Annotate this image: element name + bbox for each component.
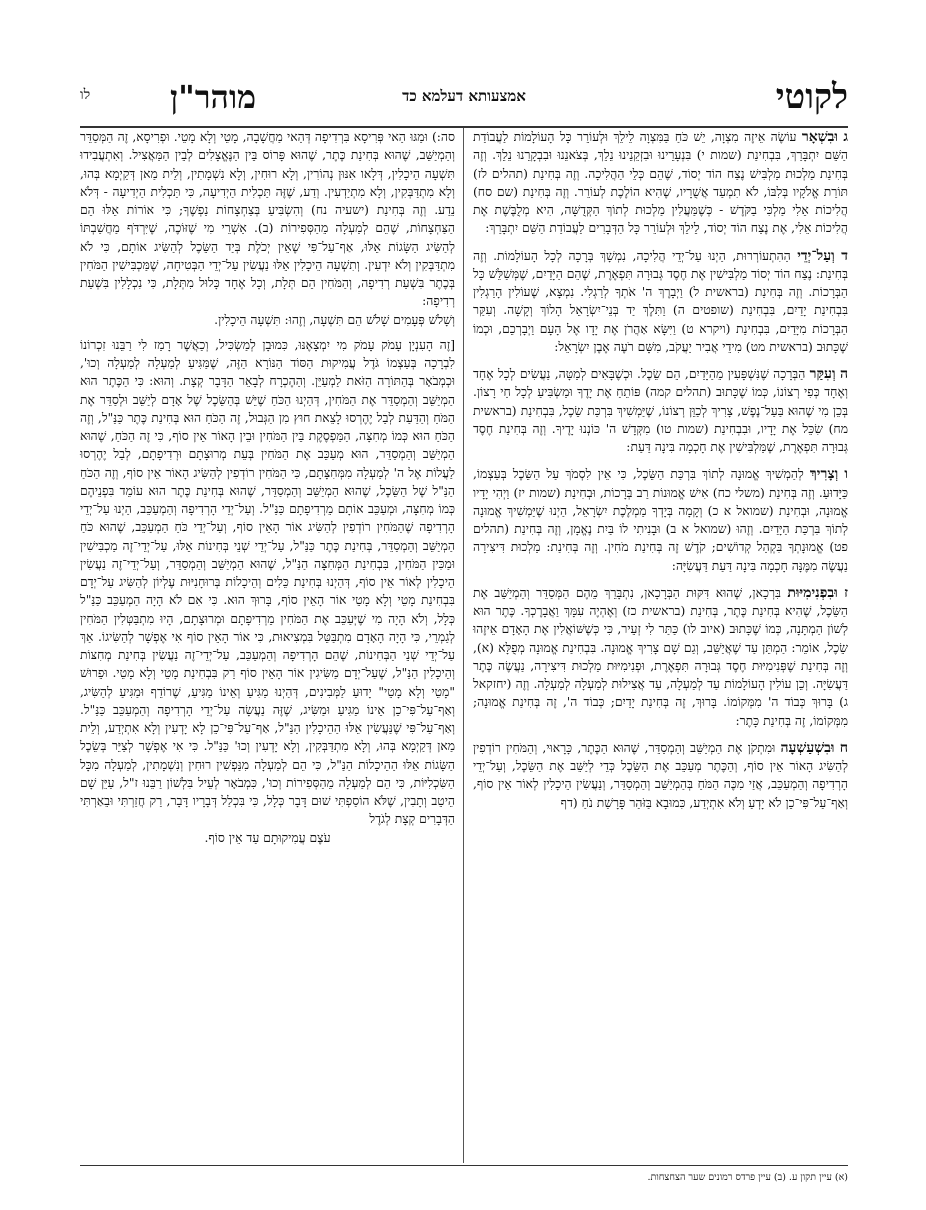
continued-paragraph: סה:) וּמַגּוּ הַאי פְּרִיסָא בִּרְדִיפָה דְּהַאי מַחֲשָׁבָה, מָטֵי וְלָא מָטֵי. וּפְרִיסָא, זֶה הַמְּסַדֵּר וְהַמְיַשֵּׁב, שֶׁהוּא בְּחִינַת כֶּתֶר, שֶׁהוּא פָּרוֹס בֵּין הַנֶּאֱצָלִים לְבֵין הַמַּאֲצִיל. וְאִתְעֲבִידוּ תִּשְׁעָה הֵיכָלִין, דְּלָאו אִנּוּן נְהוֹרִין, וְלָא רוּחִין, וְלָא נִשְׁמָתִין, וְלֵית מַאן דְּקַיְמָא בְּהוּ, וְלָא מִתְדַּבְּקִין, וְלָא מִתְיַדְעִין. וְדַע, שֶׁזֶּה תַּכְלִית הַיְדִיעָה, כִּי תַּכְלִית הַיְדִיעָה - דְּלֹא נֵדַע. וְזֶה בְּחִינַת (ישעיה נח) וְהִשְׂבִּיעַ בְּצַחְצָחוֹת נַפְשֶׁךָ; כִּי אוֹרוֹת אֵלּוּ הֵם הַצַּחְצָחוֹת, שֶׁהֵם לְמַעְלָה מֵהַסְּפִירוֹת (ב). אַשְׁרֵי מִי שֶׁזּוֹכֶה, שֶׁיִּרְדֹּף מַחֲשַׁבְתּוֹ לְהַשִּׂיג הַשָּׂגוֹת אֵלּוּ, אַף־עַל־פִּי שֶׁאֵין יְכֹלֶת בְּיַד הַשֵּׂכֶל לְהַשִּׂיג אוֹתָם, כִּי לֹא מִתְדַּבְּקִין וְלֹא יִדְעִין. וְתִשְׁעָה הֵיכָלִין אֵלּוּ נַעֲשִׂין עַל־יְדֵי הַבְּטִיחָה, שֶׁמַּכְבִּישִׁין הַמֹּחִין בְּכֶתֶר בִּשְׁעַת רְדִיפָה, וְהַמֹּחִין הֵם תְּלָת, וְכָל אֶחָד כָּלוּל מִתְּלָת, כִּי נִכְלָלִין בִּשְׁעַת רְדִיפָה: xyxy=(80,130,455,309)
lead-word: וְצָרִיךְ xyxy=(809,466,839,483)
section-number: ג xyxy=(843,129,848,145)
section-number: ד xyxy=(841,247,848,264)
section-number: ו xyxy=(844,466,848,483)
paragraph-7 xyxy=(473,584,848,730)
section-number: ה xyxy=(839,366,848,382)
footnote-rule xyxy=(80,1165,848,1166)
lead-word: וְעִקַּר xyxy=(809,366,836,382)
running-header xyxy=(80,75,848,125)
book-title: לקוטי xyxy=(775,77,848,117)
section-number: ז xyxy=(844,584,849,601)
paragraph-text: הַהִתְעוֹרְרוּת, הַיְנוּ עַל־יְדֵי הֲלִיכָה, נִמְשָׁךְ בְּרָכָה לְכָל הָעוֹלָמוֹת. וְזֶה בְּחִינַת: נֶצַח הוֹד יְסוֹד מַלְבִּישִׁין אֶת חֶסֶד גְּבוּרָה תִּפְאֶרֶת, שֶׁהֵם הַיָּדַיִם, שֶׁמְּשַׁלֵּשׁ כָּל הַבְּרָכוֹת. וְזֶה בְּחִינַת (בראשית ל) וַיְבָרֶךְ ה' אֹתְךָ לְרַגְלִי. נִמְצָא, שֶׁעוֹלִין הָרַגְלִין בִּבְחִינַת יָדַיִם, בִּבְחִינַת (שופטים ה) וַתִּלֶךְ יַד בְּנֵי־יִשְׂרָאֵל הָלוֹךְ וְקָשָׁה. וְעִקַּר הַבְּרָכוֹת מִיָּדַיִם, בִּבְחִינַת (ויקרא ט) וַיִּשָּׂא אַהֲרֹן אֶת יָדָו אֶל הָעָם וַיְבָרְכֵם, וּכְמוֹ שֶׁכָּתוּב (בראשית מט) מִידֵי אֲבִיר יַעֲקֹב, מִשָּׁם רֹעֶה אֶבֶן יִשְׂרָאֵל: xyxy=(473,248,848,354)
lead-word: וּבִשְׁעַשְׁעָה xyxy=(780,739,835,756)
right-column xyxy=(473,128,848,821)
paragraph-8 xyxy=(473,739,848,812)
footnotes: (א) עיין תקון ע. (ב) עיין פרדס רמונים שער הצחצחות. xyxy=(647,1172,848,1183)
section-number: ח xyxy=(839,739,848,756)
left-column xyxy=(80,128,455,847)
lead-word: וּבִשְׁאָר xyxy=(801,129,838,145)
paragraph-text: בִּרְכָאן, שֶׁהוּא דִּקּוּת הַבְּרָכָאן, נִתְבָּרֵךְ מֵהֶם הַמְּסַדֵּר וְהַמְיַשֵּׁב אֶת הַשֵּׂכֶל, שֶׁהִיא בְּחִינַת כֶּתֶר, בְּחִינַת (בראשית כז) וְאֶהְיֶה עִמָּךְ וַאֲבָרֶכְךָ. כֶּתֶר הוּא לְשׁוֹן הַמְתָּנָה, כְּמוֹ שֶׁכָּתוּב (איוב לו) כַּתַּר לִי זְעֵיר, כִּי כְּשֶׁשּׁוֹאֲלִין אֶת הָאָדָם אֵיזֶהוּ שֵׂכֶל, אוֹמֵר: הַמְתֵּן עַד שֶׁאֲיַשֵּׁב, וְגַם שָׁם צָרִיךְ אֱמוּנָה. בִּבְחִינַת אֱמוּנָה מְפֻלָּא (א), וְזֶה בְּחִינַת שֶׁפְּנִימִיּוּת חֶסֶד גְּבוּרָה תִּפְאֶרֶת, וּפְנִימִיּוּת מַלְכוּת דִּיצִירָה, נַעֲשֶׂה כֶּתֶר דַּעֲשִׂיָּה. וְכֵן עוֹלִין הָעוֹלָמוֹת עַד לְמַעְלָה, עַד אֲצִילוּת לְמַעְלָה לְמַעְלָה. וְזֶה (יחזקאל ג) בָּרוּךְ כְּבוֹד ה' מִמְּקוֹמוֹ. בָּרוּךְ, זֶה בְּחִינַת יָדַיִם; כְּבוֹד ה', זֶה בְּחִינַת אֱמוּנָה; מִמְּקוֹמוֹ, זֶה בְּחִינַת כָּתֶר: xyxy=(473,585,848,728)
lead-word: וּבִפְנִימִיּוּת xyxy=(787,584,838,601)
lead-word: וְעַל־יְדֵי xyxy=(797,247,835,264)
paragraph-5 xyxy=(473,365,848,456)
commentary-closing: עֹצֶם עֲמִיקוּתָם עַד אֵין סוֹף. xyxy=(204,830,331,845)
paragraph-text: הַבְּרָכָה שֶׁנִּשְׁפָּעִין מֵהַיָּדַיִם, הֵם שֵׂכֶל. וּכְשֶׁבָּאִים לְמַטָּה, נַעֲשִׂים לְכָל אֶחָד וְאֶחָד כְּפִי רְצוֹנוֹ, כְּמוֹ שֶׁכָּתוּב (תהלים קמה) פּוֹתֵחַ אֶת יָדֶךָ וּמַשְׂבִּיעַ לְכָל חַי רָצוֹן. בְּכֵן מִי שֶׁהוּא בַּעַל־נֶפֶשׁ, צָרִיךְ לְכַוֵּן רְצוֹנוֹ, שֶׁיַּמְשִׁיךְ בִּרְכַּת שֵׂכֶל, בִּבְחִינַת (בראשית מח) שִׂכֵּל אֶת יָדָיו, וּבִבְחִינַת (שמות טו) מִקְּדָשׁ ה' כּוֹנְנוּ יָדֶיךָ. וְזֶה בְּחִינַת חֶסֶד גְּבוּרָה תִּפְאֶרֶת, שֶׁמַּלְבִּישִׁין אֶת חָכְמָה בִּינָה דַּעַת: xyxy=(473,367,848,454)
column-rule xyxy=(463,128,464,1163)
nine-halls-line: וְשָׁלֹשׁ פְּעָמִים שָׁלֹשׁ הֵם תִּשְׁעָה, וְזֶהוּ: תִּשְׁעָה הֵיכָלִין. xyxy=(214,312,455,327)
paragraph-text: לְהַמְשִׁיךְ אֱמוּנָה לְתוֹךְ בִּרְכַּת הַשֵּׂכֶל, כִּי אֵין לִסְמֹךְ עַל הַשֵּׂכֶל בְּעַצְמוֹ, כַּיָּדוּעַ. וְזֶה בְּחִינַת (משלי כח) אִישׁ אֱמוּנוֹת רַב בְּרָכוֹת, וּבְחִינַת (שמות יז) וַיְהִי יָדָיו אֱמוּנָה, וּבְחִינַת (שמואל א כ) וְקָמָה בְּיָדְךָ מַמְלֶכֶת יִשְׂרָאֵל, הַיְנוּ שֶׁיַּמְשִׁיךְ אֱמוּנָה לְתוֹךְ בִּרְכַּת הַיָּדַיִם. וְזֶהוּ (שמואל א ב) וּבָנִיתִי לוֹ בַּיִת נֶאֱמָן, וְזֶה בְּחִינַת (תהלים פט) אֱמוּנָתְךָ בִּקְהַל קְדוֹשִׁים; קֹדֶשׁ זֶה בְּחִינַת מֹחִין. וְזֶה בְּחִינַת: מַלְכוּת דִּיצִירָה נַעֲשֶׂה מִמֶּנָּה חָכְמָה בִּינָה דַּעַת דַּעֲשִׂיָּה: xyxy=(473,467,848,573)
paragraph-3 xyxy=(473,128,848,238)
page-number: לו xyxy=(80,87,91,103)
paragraph-text: עוֹשֶׂה אֵיזֶה מִצְוָה, יֵשׁ כֹּחַ בַּמִּצְוָה לֵילֵךְ וּלְעוֹרֵר כָּל הָעוֹלָמוֹת לַעֲבוֹדַת הַשֵּׁם יִתְבָּרַךְ, בִּבְחִינַת (שמות י) בִּנְעָרֵינוּ וּבִזְקֵנֵינוּ נֵלֵךְ, בְּצֹאנֵנוּ וּבִבְקָרֵנוּ נֵלֵךְ. וְזֶה בְּחִינַת מַלְכוּת מַלְבִּישׁ נֶצַח הוֹד יְסוֹד, שֶׁהֵם כְּלֵי הַהֲלִיכָה. וְזֶה בְּחִינַת (תהלים לז) תּוֹרַת אֱלֹקָיו בְּלִבּוֹ, לֹא תִמְעַד אֲשֻׁרָיו, שֶׁהִיא הוֹלֶכֶת לְעוֹרֵר. וְזֶה בְּחִינַת (שם סח) הֲלִיכוֹת אֵלִי מַלְכִּי בַקֹּדֶשׁ - כְּשֶׁמַּעֲלִין מַלְכוּת לְתוֹךְ הַקְּדֻשָּׁה, הִיא מְלֻבֶּשֶׁת אֶת הֲלִיכוֹת אֵלִי, אֶת נֶצַח הוֹד יְסוֹד, לֵילֵךְ וּלְעוֹרֵר כָּל הַדְּבָרִים לַעֲבוֹדַת הַשֵּׁם יִתְבָּרַךְ: xyxy=(473,130,848,236)
book-title-author: מוהר"ן xyxy=(170,78,257,116)
paragraph-4 xyxy=(473,247,848,357)
paragraph-6 xyxy=(473,465,848,575)
bracketed-commentary: [זֶה הָעִנְיָן עָמֹק עָמֹק מִי יִמְצָאֶנּוּ, כִּמוּבָן לְמַשְׂכִּיל, וְכַאֲשֶׁר רָמַז לִי רַבֵּנוּ זִכְרוֹנוֹ לִבְרָכָה בְּעַצְמוֹ גֹּדֶל עֲמִיקוּת הַסּוֹד הַנּוֹרָא הַזֶּה, שֶׁמַּגִּיעַ לְמַעְלָה לְמַעְלָה וְכוּ', וּכְמְבֹאָר בְּהַתּוֹרָה הַזֹּאת לַמְעַיֵּן. וְהַהֶכְרָח לְבָאֵר הַדָּבָר קְצָת. וְהוּא: כִּי הַכֶּתֶר הוּא הַמְיַשֵּׁב וְהַמְסַדֵּר אֶת הַמֹּחִין, דְּהַיְנוּ הַכֹּחַ שֶׁיֵּשׁ בְּהַשֵּׂכֶל שֶׁל אָדָם לְיַשֵּׁב וּלְסַדֵּר אֶת הַמֹּחַ וְהַדַּעַת לְבַל יֶהֶרְסוּ לָצֵאת חוּץ מִן הַגְּבוּל, זֶה הַכֹּחַ הוּא בְּחִינַת כֶּתֶר כַּנַּ"ל, וְזֶה הַכֹּחַ הוּא כְּמוֹ מְחִצָּה, הַמַּפְסֶקֶת בֵּין הַמֹּחִין וּבֵין הָאוֹר אֵין סוֹף, כִּי זֶה הַכֹּחַ, שֶׁהוּא הַמְיַשֵּׁב וְהַמְסַדֵּר, הוּא מְעַכֵּב אֶת הַמֹּחִין בְּעֵת מְרוּצָתָם וּרְדִיפָתָם, לְבַל יֶהֶרְסוּ לַעֲלוֹת אֶל ה' לְמַעְלָה מִמְּחִצָּתָם, כִּי הַמֹּחִין רוֹדְפִין לְהַשִּׂיג הָאוֹר אֵין סוֹף, וְזֶה הַכֹּחַ הַנַּ"ל שֶׁל הַשֵּׂכֶל, שֶׁהוּא הַמְיַשֵּׁב וְהַמְסַדֵּר, שֶׁהוּא בְּחִינַת כֶּתֶר הוּא עוֹמֵד בִּפְנֵיהֶם כְּמוֹ מְחִצָּה, וּמְעַכֵּב אוֹתָם מֵרְדִיפָתָם כַּנַּ"ל. וְעַל־יְדֵי הָרְדִיפָה וְהַמְעַכֵּב, הַיְנוּ עַל־יְדֵי הָרְדִיפָה שֶׁהַמֹּחִין רוֹדְפִין לְהַשִּׂיג אוֹר הָאֵין סוֹף, וְעַל־יְדֵי כֹּחַ הַמְעַכֵּב, שֶׁהוּא כֹּחַ הַמְיַשֵּׁב וְהַמְסַדֵּר, בְּחִינַת כֶּתֶר כַּנַּ"ל, עַל־יְדֵי שְׁנֵי בְּחִינוֹת אֵלּוּ, עַל־יְדֵי־זֶה מַכְבִּישִׁין וּמַכִּין הַמֹּחִין, בִּבְחִינַת הַמְּחִצָּה הַנַּ"ל, שֶׁהוּא הַמְיַשֵּׁב וְהַמְסַדֵּר, וְעַל־יְדֵי־זֶה נַעֲשִׂין הֵיכָלִין לְאוֹר אֵין סוֹף, דְּהַיְנוּ בְּחִינַת כֵּלִים וְהֵיכָלוֹת בְּרוּחָנִיּוּת עֶלְיוֹן לְהַשִּׂיג עַל־יְדָם בִּבְחִינַת מָטֵי וְלָא מָטֵי אוֹר הָאֵין סוֹף, בָּרוּךְ הוּא. כִּי אִם לֹא הָיָה הַמְעַכֵּב כַּנַּ"ל כְּלָל, וְלֹא הָיָה מִי שֶׁיְּעַכֵּב אֶת הַמֹּחִין מֵרְדִיפָתָם וּמְרוּצָתָם, הָיוּ מִתְבַּטְּלִין הַמֹּחִין לְגַמְרֵי, כִּי הָיָה הָאָדָם מִתְבַּטֵּל בִּמְצִיאוּת, כִּי אוֹר הָאֵין סוֹף אִי אֶפְשָׁר לְהַשִּׂיגוֹ. אַךְ עַל־יְדֵי שְׁנֵי הַבְּחִינוֹת, שֶׁהֵם הָרְדִיפָה וְהַמְעַכֵּב, עַל־יְדֵי־זֶה נַעֲשִׂין בְּחִינַת מְחִצּוֹת וְהֵיכָלִין הַנַּ"ל, שֶׁעַל־יְדָם מַשִּׂיגִין אוֹר הָאֵין סוֹף רַק בִּבְחִינַת מָטֵי וְלָא מָטֵי. וּפֵרוּשׁ "מָטֵי וְלָא מָטֵי" יָדוּעַ לַמְּבִינִים, דְּהַיְנוּ מַגִּיעַ וְאֵינוֹ מַגִּיעַ, שֶׁרוֹדֵף וּמַגִּיעַ לְהַשִּׂיג, וְאַף־עַל־פִּי־כֵן אֵינוֹ מַגִּיעַ וּמַשִּׂיג, שֶׁזֶּה נַעֲשָׂה עַל־יְדֵי הָרְדִיפָה וְהַמְעַכֵּב כַּנַּ"ל. וְאַף־עַל־פִּי שֶׁנַּעֲשִׂין אֵלּוּ הַהֵיכָלִין הַנַּ"ל, אַף־עַל־פִּי־כֵן לָא יָדְעִין וְלָא אִתְיְדַע, וְלֵית מַאן דְּקַיְמָא בְּהוּ, וְלָא מִתְדַּבְּקִין, וְלָא יָדְעִין וְכוּ' כַּנַּ"ל. כִּי אִי אֶפְשָׁר לְצַיֵּר בְּשֵׂכֶל הַשָּׂגוֹת אֵלּוּ הַהֵיכָלוֹת הַנַּ"ל, כִּי הֵם לְמַעְלָה מִנַּפְשִׁין רוּחִין וְנִשְׁמָתִין, לְמַעְלָה מִכָּל הַשִּׂכְלִיּוֹת, כִּי הֵם לְמַעְלָה מֵהַסְּפִירוֹת וְכוּ', כִּמְבֹאָר לְעֵיל בִּלְשׁוֹן רַבֵּנוּ ז"ל, עַיֵּן שָׁם הֵיטֵב וְתָבִין, שֶׁלֹּא הוֹסַפְתִּי שׁוּם דָּבָר כְּלָל, כִּי בִּכְלַל דְּבָרָיו דָּבָר, רַק חֲזַרְתִּי וּבֵאַרְתִּי הַדְּבָרִים קְצָת לְגֹדֶל xyxy=(80,337,455,827)
page-subtitle: אמצעותא דעלמא כד xyxy=(402,87,526,105)
paragraph-text: וּמִתְקֹן אֶת הַמְיַשֵּׁב וְהַמְסַדֵּר, שֶׁהוּא הַכֶּתֶר, כָּרָאוּי, וְהַמֹּחִין רוֹדְפִין לְהַשִּׂיג הָאוֹר אֵין סוֹף, וְהַכֶּתֶר מְעַכֵּב אֶת הַשֵּׂכֶל כְּדֵי לְיַשֵּׁב אֶת הַשֵּׂכֶל, וְעַל־יְדֵי הָרְדִיפָה וְהַמְעַכֵּב, אֲזַי מִכֶּה הַמֹּחַ בְּהַמְיַשֵּׁב וְהַמְסַדֵּר, וְנַעֲשִׂין הֵיכָלִין לְאוֹר אֵין סוֹף, וְאַף־עַל־פִּי־כֵן לֹא יָדְעַ וְלֹא אִתְיְדַע, כִּמוּבָא בַּזֹּהַר פָּרָשַׁת נֹחַ (דף xyxy=(473,740,848,810)
